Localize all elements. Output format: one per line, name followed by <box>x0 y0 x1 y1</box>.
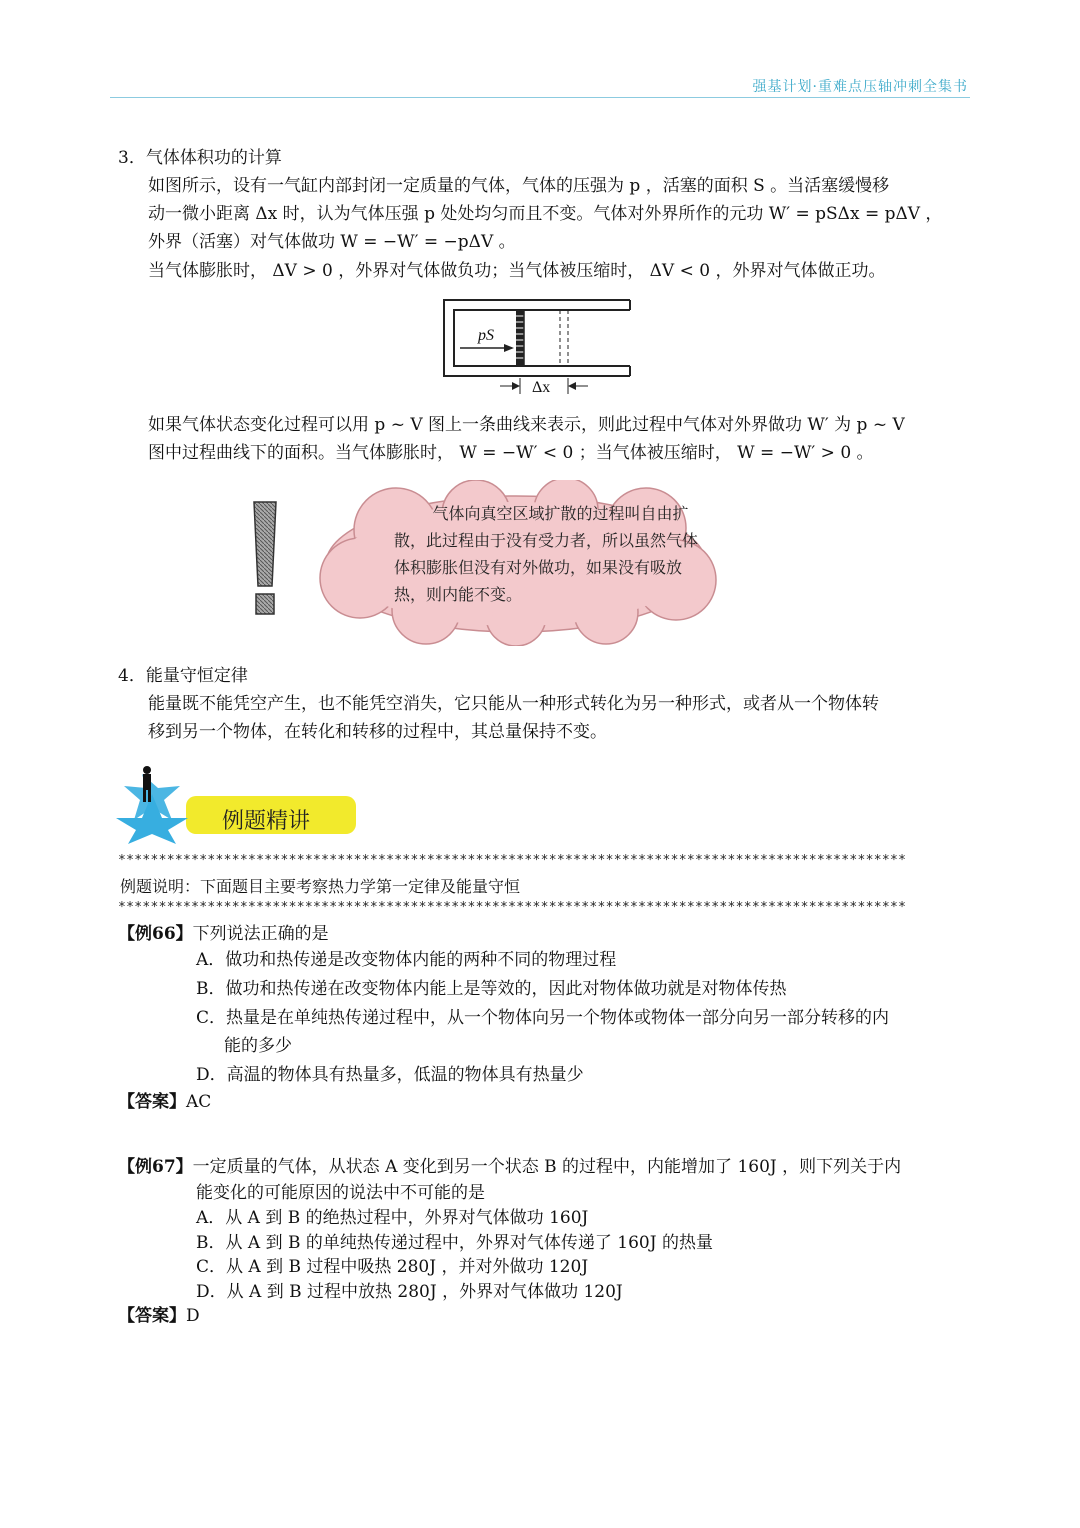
ex67-answer <box>118 1302 200 1330</box>
ex66-answer-value: AC <box>186 1092 212 1112</box>
ex66-option-a: A．做功和热传递是改变物体内能的两种不同的物理过程 <box>196 950 617 970</box>
callout-text <box>394 500 766 608</box>
section3-line4: 当气体膨胀时， ΔV > 0 ，外界对气体做负功；当气体被压缩时， ΔV < 0 ，外界对气体做正功。 <box>148 261 886 281</box>
section3-line2: 动一微小距离 Δx 时，认为气体压强 p 处处均匀而且不变。气体对外界所作的元功 W′ = pSΔx = pΔV ， <box>148 204 943 224</box>
ex66-option-b: B．做功和热传递在改变物体内能上是等效的，因此对物体做功就是对物体传热 <box>196 979 787 999</box>
example-67-question-cont: 能变化的可能原因的说法中不可能的是 <box>196 1183 485 1203</box>
example-67 <box>118 1153 901 1181</box>
section4-line2: 移到另一个物体，在转化和转移的过程中，其总量保持不变。 <box>148 722 607 742</box>
star-divider-top: ************************************************************************************************* <box>118 853 907 868</box>
example-66-label: 【例66】 <box>118 924 193 944</box>
ex66-answer-label: 【答案】 <box>118 1092 186 1112</box>
section4-line1: 能量既不能凭空产生，也不能凭空消失，它只能从一种形式转化为另一种形式，或者从一个物体转 <box>148 694 879 714</box>
ex67-answer-label: 【答案】 <box>118 1306 186 1326</box>
exclamation-icon <box>252 500 278 616</box>
section4-heading: 4．能量守恒定律 <box>118 666 248 686</box>
callout-line2: 散，此过程由于没有受力者，所以虽然气体 <box>394 531 699 550</box>
section3-line6: 图中过程曲线下的面积。当气体膨胀时， W = −W′ < 0 ；当气体被压缩时， W = −W′ > 0 。 <box>148 443 874 463</box>
piston-diagram <box>440 296 640 400</box>
force-label: pS <box>478 327 494 344</box>
banner-title: 例题精讲 <box>222 809 311 834</box>
ex66-option-d: D．高温的物体具有热量多，低温的物体具有热量少 <box>196 1065 584 1085</box>
star-divider-bottom: ************************************************************************************************* <box>118 900 907 915</box>
section3-line1: 如图所示，设有一气缸内部封闭一定质量的气体，气体的压强为 p ，活塞的面积 S 。当活塞缓慢移 <box>148 176 890 196</box>
ex67-option-d: D．从 A 到 B 过程中放热 280J ，外界对气体做功 120J <box>196 1282 623 1302</box>
running-header: 强基计划·重难点压轴冲刺全集书 <box>752 79 968 95</box>
ex67-answer-value: D <box>186 1306 200 1326</box>
ex67-option-a: A．从 A 到 B 的绝热过程中，外界对气体做功 160J <box>196 1208 589 1228</box>
section3-line5: 如果气体状态变化过程可以用 p ~ V 图上一条曲线来表示，则此过程中气体对外界做功 W′ 为 p ~ V <box>148 415 905 435</box>
callout-line3: 体积膨胀但没有对外做功，如果没有吸放 <box>394 558 683 577</box>
example-67-question: 一定质量的气体，从状态 A 变化到另一个状态 B 的过程中，内能增加了 160J ，则下列关于内 <box>192 1157 902 1177</box>
callout-line4: 热，则内能不变。 <box>394 585 523 604</box>
ex67-option-c: C．从 A 到 B 过程中吸热 280J ，并对外做功 120J <box>196 1257 589 1277</box>
ex66-answer <box>118 1088 211 1116</box>
ex66-option-c-cont: 能的多少 <box>224 1036 292 1056</box>
header-rule <box>110 97 970 98</box>
example-66-question: 下列说法正确的是 <box>192 924 329 944</box>
ex66-option-c: C．热量是在单纯热传递过程中，从一个物体向另一个物体或物体一部分向另一部分转移的内 <box>196 1008 890 1028</box>
example-67-label: 【例67】 <box>118 1157 193 1177</box>
section3-heading: 3．气体体积功的计算 <box>118 148 282 168</box>
dx-label: Δx <box>532 379 551 396</box>
example-66 <box>118 920 329 948</box>
callout-line1: 气体向真空区域扩散的过程叫自由扩 <box>394 504 689 523</box>
ex67-option-b: B．从 A 到 B 的单纯热传递过程中，外界对气体传递了 160J 的热量 <box>196 1233 713 1253</box>
examples-note: 例题说明：下面题目主要考察热力学第一定律及能量守恒 <box>120 877 521 896</box>
section3-line3: 外界（活塞）对气体做功 W = −W′ = −pΔV 。 <box>148 232 516 252</box>
